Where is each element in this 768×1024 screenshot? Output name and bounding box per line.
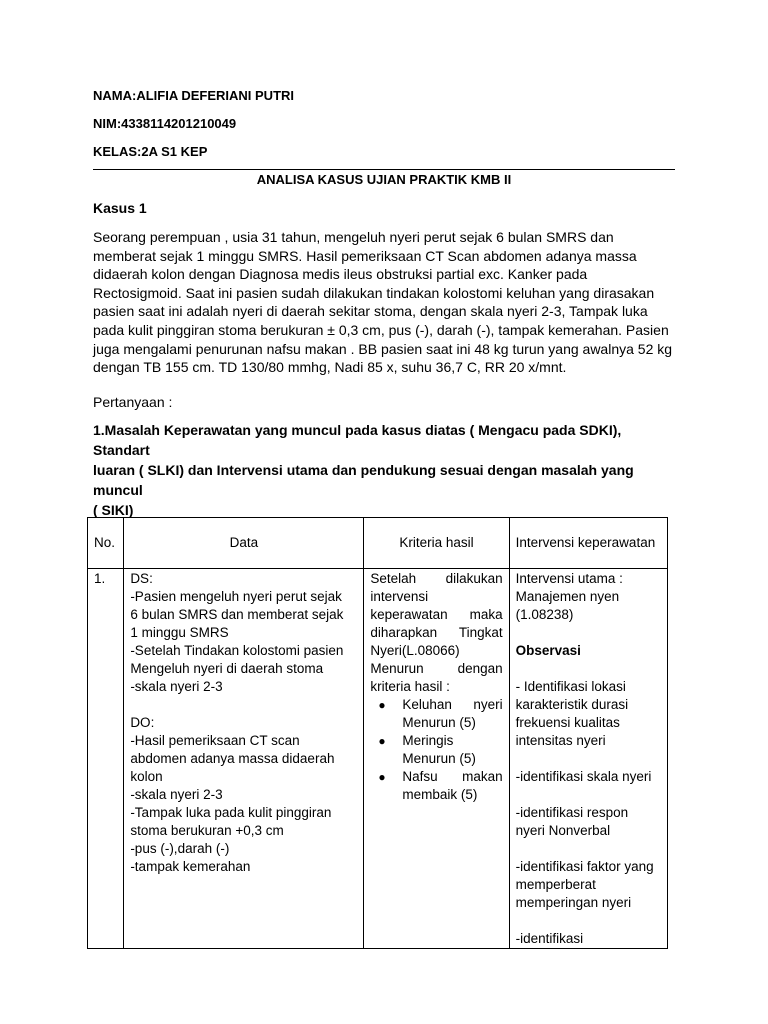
case-line: pada kulit pinggiran stoma berukuran ± 0,3 cm, pus (-), darah (-), tampak kemerahan. Pasien <box>93 321 669 338</box>
spacer <box>516 786 661 804</box>
data-cell <box>124 569 364 949</box>
intervensi-utama-line: Manajemen nyen <box>515 589 620 604</box>
observasi-line: - Identifikasi lokasi <box>515 679 626 694</box>
do-label: DO: <box>130 715 155 730</box>
observasi-line: nyeri Nonverbal <box>515 823 611 838</box>
header-intervensi: Intervensi keperawatan <box>509 518 667 569</box>
do-line: -tampak kemerahan <box>130 859 251 874</box>
intervensi-cell <box>509 569 667 949</box>
list-item <box>378 768 503 804</box>
kriteria-list <box>370 696 502 804</box>
observasi-line: frekuensi kualitas <box>515 715 620 730</box>
header-kriteria: Kriteria hasil <box>364 518 509 569</box>
question-text <box>93 420 668 520</box>
kriteria-line: Setelah dilakukan <box>370 571 503 586</box>
spacer <box>130 696 357 714</box>
kriteria-line: intervensi <box>370 589 429 604</box>
table-row <box>88 569 668 949</box>
observasi-line: -identifikasi <box>515 931 584 946</box>
header-data: Data <box>124 518 364 569</box>
case-description <box>93 228 683 377</box>
case-line: Rectosigmoid. Saat ini pasien sudah dilakukan tindakan kolostomi keluhan yang dirasakan <box>93 284 655 301</box>
case-line: Seorang perempuan , usia 31 tahun, mengeluh nyeri perut sejak 6 bulan SMRS dan <box>93 229 614 245</box>
kriteria-item-line: Keluhan nyeri <box>402 697 503 712</box>
spacer <box>516 750 661 768</box>
document-title: ANALISA KASUS UJIAN PRAKTIK KMB II <box>256 172 512 187</box>
observasi-line: -identifikasi skala nyeri <box>515 769 652 784</box>
do-line: -Hasil pemeriksaan CT scan <box>130 733 300 748</box>
observasi-line: intensitas nyeri <box>515 733 606 748</box>
observasi-line: karakteristik durasi <box>515 697 629 712</box>
do-line: -Tampak luka pada kulit pinggiran <box>130 805 332 820</box>
kriteria-line: kriteria hasil : <box>370 679 450 694</box>
bullet-icon: ● <box>378 734 386 748</box>
case-line: didaerah kolon dengan Diagnosa medis ileus obstruksi partial exc. Kanker pada <box>93 266 588 283</box>
ds-line: -skala nyeri 2-3 <box>130 679 223 694</box>
ds-label: DS: <box>130 571 153 586</box>
header-no: No. <box>88 518 124 569</box>
observasi-heading: Observasi <box>515 643 581 658</box>
intervensi-utama-line: Intervensi utama : <box>515 571 623 586</box>
kriteria-line: keperawatan maka <box>370 607 503 622</box>
do-line: kolon <box>130 769 163 784</box>
question-label: Pertanyaan : <box>93 394 173 410</box>
kriteria-line: diharapkan Tingkat <box>370 625 503 640</box>
kriteria-item-line: Menurun (5) <box>402 715 476 730</box>
ds-line: 1 minggu SMRS <box>130 625 229 640</box>
do-line: -pus (-),darah (-) <box>130 841 230 856</box>
observasi-line: memperberat <box>515 877 596 892</box>
do-line: abdomen adanya massa didaerah <box>130 751 335 766</box>
spacer <box>516 840 661 858</box>
spacer <box>516 660 661 678</box>
list-item <box>378 732 502 768</box>
ds-line: -Setelah Tindakan kolostomi pasien <box>130 643 344 658</box>
student-name: NAMA:ALIFIA DEFERIANI PUTRI <box>93 88 295 103</box>
table-header-row <box>88 518 668 569</box>
case-line: juga mengalami penurunan nafsu makan . BB pasien saat ini 48 kg turun yang awalnya 52 kg <box>93 340 673 357</box>
ds-line: 6 bulan SMRS dan memberat sejak <box>130 607 344 622</box>
spacer <box>516 912 661 930</box>
case-line: dengan TB 155 cm. TD 130/80 mmhg, Nadi 85 x, suhu 36,7 C, RR 20 x/mnt. <box>93 359 567 376</box>
kriteria-item-line: Nafsu makan <box>402 769 503 784</box>
case-line: memberat sejak 1 minggu SMRS. Hasil pemeriksaan CT Scan abdomen adanya massa <box>93 247 637 264</box>
question-line: 1.Masalah Keperawatan yang muncul pada kasus diatas ( Mengacu pada SDKI), Standart <box>93 422 622 458</box>
list-item <box>378 696 503 732</box>
student-nim: NIM:4338114201210049 <box>93 116 237 131</box>
question-line: luaran ( SLKI) dan Intervensi utama dan pendukung sesuai dengan masalah yang muncul <box>93 462 634 498</box>
kriteria-line: Nyeri(L.08066) <box>370 643 460 658</box>
bullet-icon: ● <box>378 770 386 784</box>
kriteria-item-line: membaik (5) <box>402 787 478 802</box>
case-label: Kasus 1 <box>93 200 147 216</box>
spacer <box>516 624 661 642</box>
row-number: 1. <box>88 569 124 949</box>
do-line: stoma berukuran +0,3 cm <box>130 823 284 838</box>
bullet-icon: ● <box>378 698 386 712</box>
observasi-line: -identifikasi respon <box>515 805 629 820</box>
nursing-analysis-table <box>87 517 668 949</box>
observasi-line: -identifikasi faktor yang <box>515 859 654 874</box>
header-divider <box>93 169 675 170</box>
kriteria-item-line: Meringis <box>402 733 454 748</box>
case-line: pasien saat ini adalah nyeri di daerah sekitar stoma, dengan skala nyeri 2-3, Tampak luka <box>93 303 648 320</box>
student-class: KELAS:2A S1 KEP <box>93 144 208 159</box>
kriteria-item-line: Menurun (5) <box>402 751 476 766</box>
kriteria-cell <box>364 569 509 949</box>
kriteria-line: Menurun dengan <box>370 661 503 676</box>
ds-line: Mengeluh nyeri di daerah stoma <box>130 661 324 676</box>
ds-line: -Pasien mengeluh nyeri perut sejak <box>130 589 342 604</box>
intervensi-utama-line: (1.08238) <box>515 607 574 622</box>
observasi-line: memperingan nyeri <box>515 895 632 910</box>
do-line: -skala nyeri 2-3 <box>130 787 223 802</box>
question-line: ( SIKI) <box>93 502 134 518</box>
